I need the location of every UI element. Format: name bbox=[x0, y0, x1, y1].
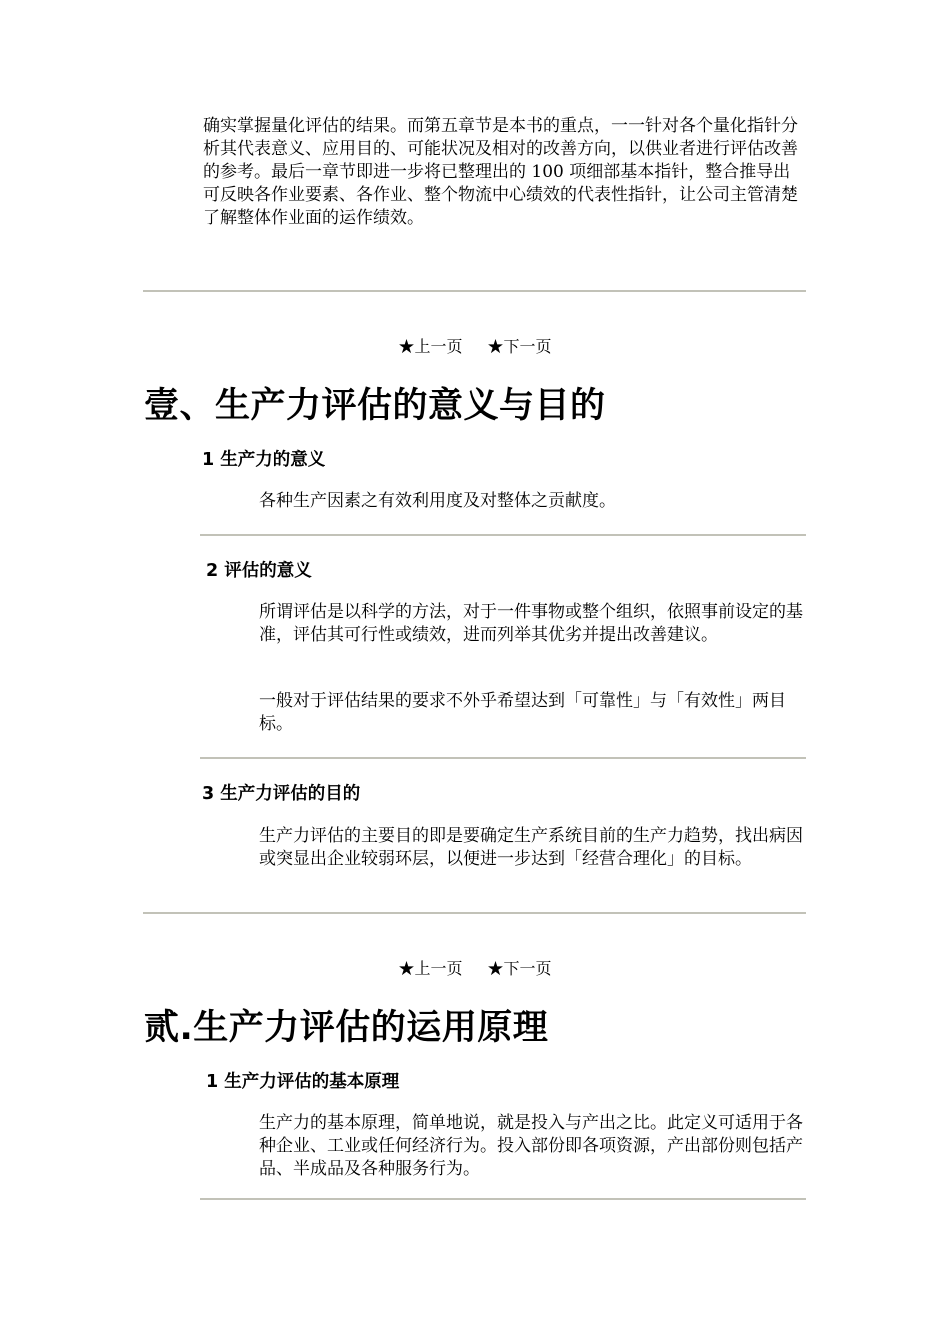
chapter-title: 贰.生产力评估的运用原理 bbox=[144, 1008, 549, 1048]
page-nav bbox=[0, 956, 950, 979]
divider bbox=[200, 757, 806, 759]
section-paragraph: 各种生产因素之有效利用度及对整体之贡献度。 bbox=[259, 491, 616, 511]
prev-page-link[interactable]: ★上一页 bbox=[398, 337, 463, 356]
section-paragraph: 生产力的基本原理，简单地说，就是投入与产出之比。此定义可适用于各种企业、工业或任何经济行为。投入部份即各项资源，产出部份则包括产品、半成品及各种服务行为。 bbox=[259, 1113, 803, 1179]
divider bbox=[143, 290, 806, 292]
next-page-link[interactable]: ★下一页 bbox=[487, 337, 552, 356]
section-title: 1 生产力评估的基本原理 bbox=[206, 1072, 400, 1092]
section-paragraph: 一般对于评估结果的要求不外乎希望达到「可靠性」与「有效性」两目标。 bbox=[259, 691, 786, 734]
prev-page-link[interactable]: ★上一页 bbox=[398, 959, 463, 978]
divider bbox=[143, 912, 806, 914]
chapter-title: 壹、生产力评估的意义与目的 bbox=[144, 386, 606, 426]
section-paragraph: 生产力评估的主要目的即是要确定生产系统目前的生产力趋势，找出病因或突显出企业较弱环层，以便进一步达到「经营合理化」的目标。 bbox=[259, 826, 803, 869]
next-page-link[interactable]: ★下一页 bbox=[487, 959, 552, 978]
section-title: 2 评估的意义 bbox=[206, 561, 312, 581]
page-nav bbox=[0, 334, 950, 357]
section-title: 1 生产力的意义 bbox=[202, 450, 326, 470]
divider bbox=[200, 1198, 806, 1200]
section-title: 3 生产力评估的目的 bbox=[202, 784, 361, 804]
divider bbox=[200, 534, 806, 536]
section-paragraph: 所谓评估是以科学的方法，对于一件事物或整个组织，依照事前设定的基准，评估其可行性或绩效，进而列举其优劣并提出改善建议。 bbox=[259, 602, 803, 645]
intro-paragraph: 确实掌握量化评估的结果。而第五章节是本书的重点，一一针对各个量化指针分析其代表意义、应用目的、可能状况及相对的改善方向，以供业者进行评估改善的参考。最后一章节即进一步将已整理出的 100 项细部基本指针，整合推导出可反映各作业要素、各作业、整个物流中心绩效的代表性指针，让公司主管清楚了解整体作业面的运作绩效。 bbox=[203, 116, 798, 228]
